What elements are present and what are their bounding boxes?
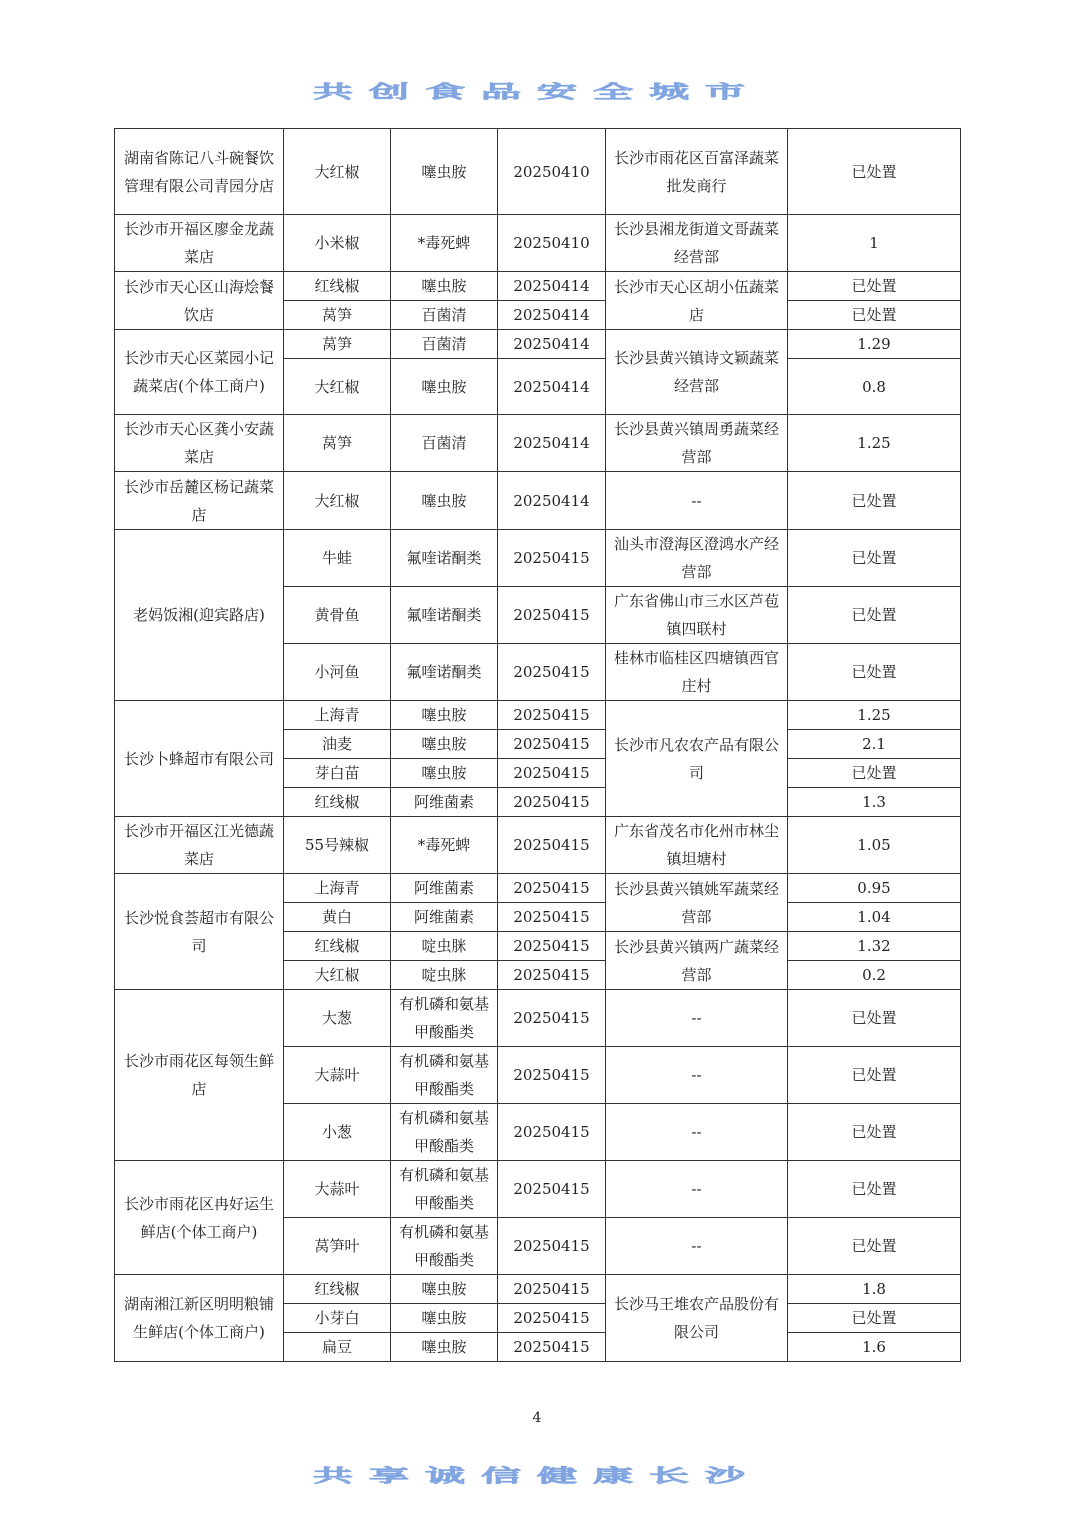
store-cell: 长沙市开福区廖金龙蔬菜店 [115, 215, 284, 272]
product-cell: 红线椒 [284, 932, 391, 961]
table-row [115, 701, 961, 730]
store-cell: 长沙市天心区山海烩餐饮店 [115, 272, 284, 330]
product-cell: 大红椒 [284, 359, 391, 415]
item-cell: 噻虫胺 [391, 472, 498, 530]
table-row [115, 472, 961, 530]
item-cell: 噻虫胺 [391, 730, 498, 759]
product-cell: 牛蛙 [284, 530, 391, 587]
date-cell: 20250410 [498, 129, 606, 215]
product-cell: 大葱 [284, 990, 391, 1047]
store-cell: 长沙市岳麓区杨记蔬菜店 [115, 472, 284, 530]
item-cell: 百菌清 [391, 301, 498, 330]
product-cell: 莴笋 [284, 415, 391, 472]
item-cell: 噻虫胺 [391, 359, 498, 415]
item-cell: 啶虫脒 [391, 961, 498, 990]
date-cell: 20250415 [498, 1333, 606, 1362]
result-cell: 1.6 [788, 1333, 961, 1362]
store-cell: 长沙市天心区龚小安蔬菜店 [115, 415, 284, 472]
product-cell: 油麦 [284, 730, 391, 759]
date-cell: 20250415 [498, 587, 606, 644]
result-cell: 2.1 [788, 730, 961, 759]
supplier-cell: 广东省佛山市三水区芦苞镇四联村 [606, 587, 788, 644]
date-cell: 20250415 [498, 817, 606, 874]
store-cell: 长沙市雨花区冉好运生鲜店(个体工商户) [115, 1161, 284, 1275]
result-cell: 已处置 [788, 1304, 961, 1333]
date-cell: 20250414 [498, 272, 606, 301]
result-cell: 已处置 [788, 990, 961, 1047]
product-cell: 红线椒 [284, 788, 391, 817]
supplier-cell: -- [606, 472, 788, 530]
supplier-cell: -- [606, 1047, 788, 1104]
result-cell: 已处置 [788, 272, 961, 301]
table-row [115, 990, 961, 1047]
product-cell: 莴笋 [284, 301, 391, 330]
date-cell: 20250414 [498, 330, 606, 359]
item-cell: 氟喹诺酮类 [391, 644, 498, 701]
date-cell: 20250414 [498, 415, 606, 472]
product-cell: 红线椒 [284, 272, 391, 301]
supplier-cell: 长沙县黄兴镇姚军蔬菜经营部 [606, 874, 788, 932]
item-cell: 有机磷和氨基甲酸酯类 [391, 990, 498, 1047]
page-number: 4 [532, 1410, 542, 1426]
result-cell: 1.05 [788, 817, 961, 874]
result-cell: 0.8 [788, 359, 961, 415]
store-cell: 长沙市雨花区每领生鲜店 [115, 990, 284, 1161]
result-cell: 1.25 [788, 701, 961, 730]
date-cell: 20250415 [498, 1304, 606, 1333]
product-cell: 小米椒 [284, 215, 391, 272]
table-row [115, 530, 961, 587]
item-cell: 噻虫胺 [391, 1333, 498, 1362]
result-cell: 1.8 [788, 1275, 961, 1304]
date-cell: 20250415 [498, 932, 606, 961]
result-cell: 1.3 [788, 788, 961, 817]
item-cell: 阿维菌素 [391, 903, 498, 932]
result-cell: 已处置 [788, 644, 961, 701]
store-cell: 老妈饭湘(迎宾路店) [115, 530, 284, 701]
item-cell: *毒死蜱 [391, 215, 498, 272]
result-cell: 0.2 [788, 961, 961, 990]
supplier-cell: 长沙市雨花区百富泽蔬菜批发商行 [606, 129, 788, 215]
result-cell: 1.32 [788, 932, 961, 961]
item-cell: 噻虫胺 [391, 1275, 498, 1304]
date-cell: 20250415 [498, 990, 606, 1047]
supplier-cell: -- [606, 990, 788, 1047]
product-cell: 小芽白 [284, 1304, 391, 1333]
result-cell: 已处置 [788, 759, 961, 788]
item-cell: 百菌清 [391, 330, 498, 359]
item-cell: 氟喹诺酮类 [391, 530, 498, 587]
date-cell: 20250415 [498, 1275, 606, 1304]
table-row [115, 272, 961, 301]
date-cell: 20250415 [498, 530, 606, 587]
result-cell: 0.95 [788, 874, 961, 903]
product-cell: 小葱 [284, 1104, 391, 1161]
table-row [115, 330, 961, 359]
item-cell: 有机磷和氨基甲酸酯类 [391, 1047, 498, 1104]
date-cell: 20250415 [498, 1161, 606, 1218]
date-cell: 20250415 [498, 759, 606, 788]
product-cell: 黄骨鱼 [284, 587, 391, 644]
header-banner: 共创食品安全城市 [313, 81, 761, 103]
item-cell: 噻虫胺 [391, 129, 498, 215]
result-cell: 已处置 [788, 1218, 961, 1275]
product-cell: 大红椒 [284, 472, 391, 530]
product-cell: 大蒜叶 [284, 1161, 391, 1218]
product-cell: 莴笋叶 [284, 1218, 391, 1275]
product-cell: 大蒜叶 [284, 1047, 391, 1104]
product-cell: 小河鱼 [284, 644, 391, 701]
supplier-cell: 长沙县黄兴镇诗文颖蔬菜经营部 [606, 330, 788, 415]
date-cell: 20250410 [498, 215, 606, 272]
item-cell: 噻虫胺 [391, 701, 498, 730]
date-cell: 20250415 [498, 644, 606, 701]
table-row [115, 415, 961, 472]
result-cell: 1.25 [788, 415, 961, 472]
result-cell: 已处置 [788, 1104, 961, 1161]
table-row [115, 874, 961, 903]
date-cell: 20250415 [498, 788, 606, 817]
supplier-cell: 长沙县黄兴镇周勇蔬菜经营部 [606, 415, 788, 472]
store-cell: 长沙市开福区江光德蔬菜店 [115, 817, 284, 874]
table-row [115, 1275, 961, 1304]
table-row [115, 1161, 961, 1218]
result-cell: 已处置 [788, 587, 961, 644]
item-cell: 氟喹诺酮类 [391, 587, 498, 644]
date-cell: 20250415 [498, 730, 606, 759]
table-row [115, 215, 961, 272]
date-cell: 20250415 [498, 961, 606, 990]
table-row [115, 129, 961, 215]
result-cell: 1.29 [788, 330, 961, 359]
product-cell: 芽白苗 [284, 759, 391, 788]
result-cell: 已处置 [788, 472, 961, 530]
store-cell: 湖南湘江新区明明粮铺生鲜店(个体工商户) [115, 1275, 284, 1362]
date-cell: 20250415 [498, 1218, 606, 1275]
item-cell: 有机磷和氨基甲酸酯类 [391, 1104, 498, 1161]
product-cell: 莴笋 [284, 330, 391, 359]
table-row [115, 817, 961, 874]
store-cell: 长沙市天心区菜园小记蔬菜店(个体工商户) [115, 330, 284, 415]
store-cell: 长沙卜蜂超市有限公司 [115, 701, 284, 817]
date-cell: 20250414 [498, 472, 606, 530]
item-cell: 阿维菌素 [391, 874, 498, 903]
product-cell: 大红椒 [284, 961, 391, 990]
item-cell: 有机磷和氨基甲酸酯类 [391, 1218, 498, 1275]
supplier-cell: 汕头市澄海区澄鸿水产经营部 [606, 530, 788, 587]
supplier-cell: -- [606, 1104, 788, 1161]
product-cell: 黄白 [284, 903, 391, 932]
date-cell: 20250414 [498, 301, 606, 330]
footer-banner: 共享诚信健康长沙 [313, 1465, 761, 1487]
supplier-cell: 长沙市天心区胡小伍蔬菜店 [606, 272, 788, 330]
result-cell: 已处置 [788, 1047, 961, 1104]
result-cell: 1.04 [788, 903, 961, 932]
item-cell: 噻虫胺 [391, 272, 498, 301]
store-cell: 湖南省陈记八斗碗餐饮管理有限公司青园分店 [115, 129, 284, 215]
item-cell: 百菌清 [391, 415, 498, 472]
store-cell: 长沙悦食荟超市有限公司 [115, 874, 284, 990]
result-cell: 已处置 [788, 129, 961, 215]
product-cell: 上海青 [284, 701, 391, 730]
date-cell: 20250415 [498, 701, 606, 730]
date-cell: 20250415 [498, 903, 606, 932]
supplier-cell: 桂林市临桂区四塘镇西官庄村 [606, 644, 788, 701]
date-cell: 20250415 [498, 1047, 606, 1104]
result-cell: 1 [788, 215, 961, 272]
supplier-cell: 广东省茂名市化州市林尘镇坦塘村 [606, 817, 788, 874]
date-cell: 20250415 [498, 1104, 606, 1161]
supplier-cell: 长沙县黄兴镇两广蔬菜经营部 [606, 932, 788, 990]
product-cell: 大红椒 [284, 129, 391, 215]
item-cell: 噻虫胺 [391, 1304, 498, 1333]
date-cell: 20250415 [498, 874, 606, 903]
product-cell: 红线椒 [284, 1275, 391, 1304]
supplier-cell: 长沙马王堆农产品股份有限公司 [606, 1275, 788, 1362]
supplier-cell: -- [606, 1218, 788, 1275]
item-cell: 有机磷和氨基甲酸酯类 [391, 1161, 498, 1218]
supplier-cell: -- [606, 1161, 788, 1218]
item-cell: 啶虫脒 [391, 932, 498, 961]
product-cell: 上海青 [284, 874, 391, 903]
date-cell: 20250414 [498, 359, 606, 415]
item-cell: 噻虫胺 [391, 759, 498, 788]
product-cell: 55号辣椒 [284, 817, 391, 874]
result-cell: 已处置 [788, 530, 961, 587]
item-cell: 阿维菌素 [391, 788, 498, 817]
item-cell: *毒死蜱 [391, 817, 498, 874]
result-cell: 已处置 [788, 1161, 961, 1218]
inspection-table [114, 128, 961, 1362]
supplier-cell: 长沙县湘龙街道文哥蔬菜经营部 [606, 215, 788, 272]
product-cell: 扁豆 [284, 1333, 391, 1362]
result-cell: 已处置 [788, 301, 961, 330]
supplier-cell: 长沙市凡农农产品有限公司 [606, 701, 788, 817]
